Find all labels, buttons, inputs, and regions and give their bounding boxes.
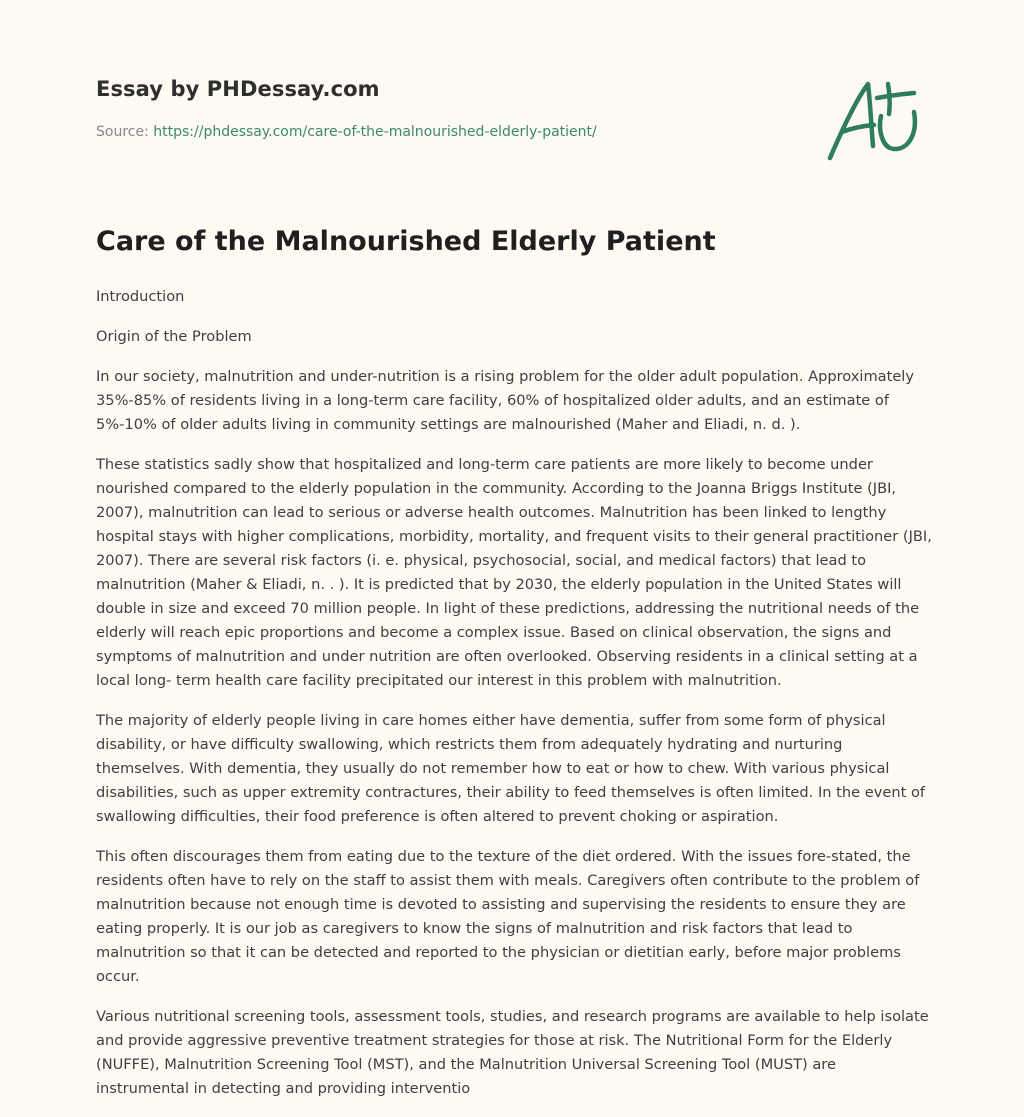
source-line: [96, 124, 597, 140]
site-title: Essay by PHDessay.com: [96, 77, 380, 101]
source-link[interactable]: https://phdessay.com/care-of-the-malnourished-elderly-patient/: [153, 124, 597, 140]
paragraph: The majority of elderly people living in care homes either have dementia, suffer from some form of physical disability, or have difficulty swallowing, which restricts them from adequately hydrating and nurturing themselves. With dementia, they usually do not remember how to eat or how to chew. With various physical disabilities, such as upper extremity contractures, their ability to feed themselves is often limited. In the event of swallowing difficulties, their food preference is often altered to prevent choking or aspiration.: [96, 712, 926, 825]
a-plus-grade-icon: [826, 70, 926, 162]
paragraph: Origin of the Problem: [96, 328, 252, 345]
paragraph: Various nutritional screening tools, assessment tools, studies, and research programs are available to help isolate and provide aggressive preventive treatment strategies for those at risk. The Nutritional Form for the Elderly (NUFFE), Malnutrition Screening Tool (MST), and the Malnutrition Universal Screening Tool (MUST) are instrumental in detecting and providing interventio: [96, 1008, 929, 1097]
paragraph: Introduction: [96, 288, 185, 305]
essay-body: [96, 285, 932, 1117]
paragraph: This often discourages them from eating due to the texture of the diet ordered. With the issues fore-stated, the residents often have to rely on the staff to assist them with meals. Caregivers often contribute to the problem of malnutrition because not enough time is devoted to assisting and supervising the residents to ensure they are eating properly. It is our job as caregivers to know the signs of malnutrition and risk factors that lead to malnutrition so that it can be detected and reported to the physician or dietitian early, before major problems occur.: [96, 848, 920, 985]
paragraph: These statistics sadly show that hospitalized and long-term care patients are more likely to become under nourished compared to the elderly population in the community. According to the Joanna Briggs Institute (JBI, 2007), malnutrition can lead to serious or adverse health outcomes. Malnutrition has been linked to lengthy hospital stays with higher complications, morbidity, mortality, and frequent visits to their general practitioner (JBI, 2007). There are several risk factors (i. e. physical, psychosocial, social, and medical factors) that lead to malnutrition (Maher & Eliadi, n. . ). It is predicted that by 2030, the elderly population in the United States will double in size and exceed 70 million people. In light of these predictions, addressing the nutritional needs of the elderly will reach epic proportions and become a complex issue. Based on clinical observation, the signs and symptoms of malnutrition and under nutrition are often overlooked. Observing residents in a clinical setting at a local long- term health care facility precipitated our interest in this problem with malnutrition.: [96, 456, 932, 689]
source-label: Source:: [96, 124, 154, 140]
paragraph: In our society, malnutrition and under-nutrition is a rising problem for the older adult population. Approximately 35%-85% of residents living in a long-term care facility, 60% of hospitalized older adults, and an estimate of 5%-10% of older adults living in community settings are malnourished (Maher and Eliadi, n. d. ).: [96, 368, 914, 433]
essay-title: Care of the Malnourished Elderly Patient: [96, 226, 716, 257]
